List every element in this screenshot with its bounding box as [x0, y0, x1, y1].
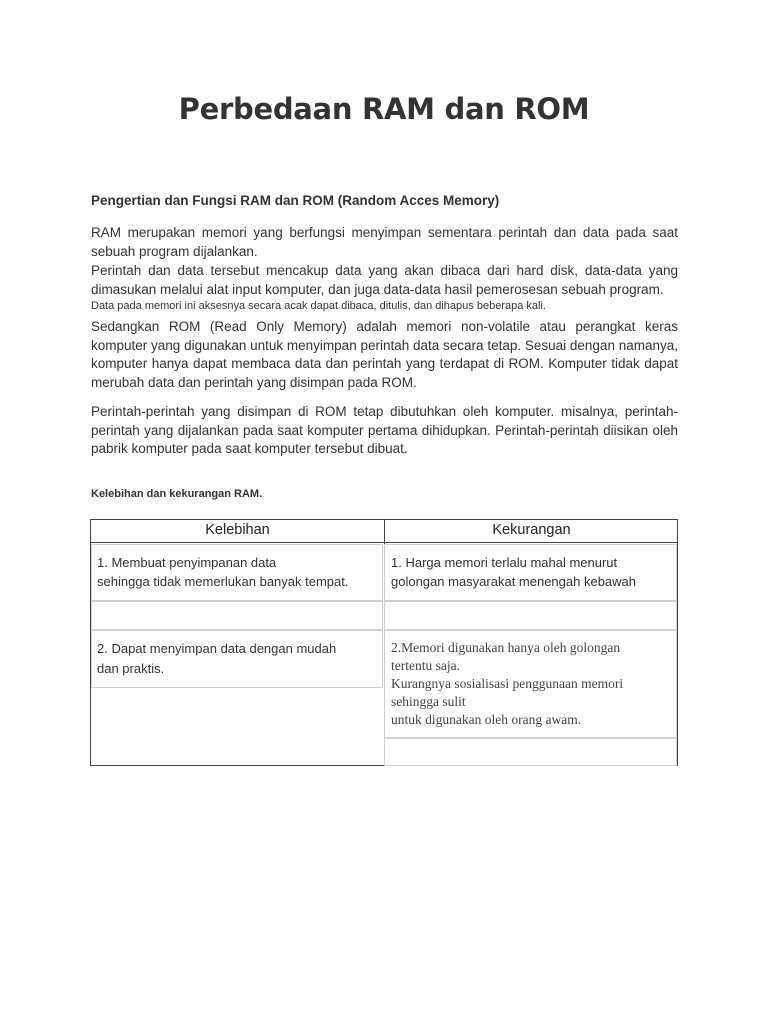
kelebihan-2-line-2: dan praktis.: [97, 661, 165, 676]
paragraph-rom-instructions: Perintah-perintah yang disimpan di ROM tetap dibutuhkan oleh komputer. misalnya, perintah-perintah yang dijalankan pada saat komputer pertama dihidupkan. Perintah-perintah diisikan oleh pabrik komputer pada saat komputer tersebut dibuat.: [91, 404, 678, 456]
kelebihan-cell-1-spacer: [91, 600, 383, 630]
kekurangan-2-line-5: untuk digunakan oleh orang awam.: [391, 712, 582, 727]
paragraph-random-access-note: Data pada memori ini aksesnya secara acak dapat dibaca, ditulis, dan dihapus beberapa kali.: [91, 300, 546, 312]
kekurangan-2-line-3: Kurangnya sosialisasi penggunaan memori: [391, 676, 624, 691]
kekurangan-2-line-2: tertentu saja.: [391, 658, 460, 673]
header-kekurangan: Kekurangan: [492, 522, 571, 538]
ram-comparison-table: [90, 519, 678, 766]
kekurangan-1-line-2: golongan masyarakat menengah kebawah: [391, 574, 637, 589]
kelebihan-2-line-1: 2. Dapat menyimpan data dengan mudah: [97, 641, 337, 656]
paragraph-ram-data: Perintah dan data tersebut mencakup data yang akan dibaca dari hard disk, data-data yang dimasukan melalui alat input komputer, dan juga data-data hasil pemerosesan sebuah program.: [91, 263, 678, 297]
paragraph-ram-definition: RAM merupakan memori yang berfungsi menyimpan sementara perintah dan data pada saat sebuah program dijalankan.: [91, 225, 678, 259]
kekurangan-2-line-4: sehingga sulit: [391, 694, 466, 709]
kekurangan-cell-2-spacer: [384, 737, 677, 766]
kekurangan-2-line-1: 2.Memori digunakan hanya oleh golongan: [391, 640, 621, 655]
header-divider: [91, 542, 677, 543]
header-kelebihan: Kelebihan: [205, 522, 270, 538]
kekurangan-1-line-1: 1. Harga memori terlalu mahal menurut: [391, 555, 618, 570]
paragraph-rom-definition: Sedangkan ROM (Read Only Memory) adalah memori non-volatile atau perangkat keras komputer yang digunakan untuk menyimpan perintah data secara tetap. Sesuai dengan namanya, komputer hanya dapat membaca data dan perintah yang terdapat di ROM. Komputer tidak dapat merubah data dan perintah yang disimpan pada ROM.: [91, 319, 678, 390]
kekurangan-cell-1-spacer: [384, 600, 677, 630]
kelebihan-1-line-1: 1. Membuat penyimpanan data: [97, 555, 277, 570]
kelebihan-1-line-2: sehingga tidak memerlukan banyak tempat.: [97, 574, 349, 589]
section-heading: Pengertian dan Fungsi RAM dan ROM (Random Acces Memory): [91, 193, 500, 208]
page-title: Perbedaan RAM dan ROM: [178, 92, 590, 126]
table-heading: Kelebihan dan kekurangan RAM.: [91, 488, 263, 500]
